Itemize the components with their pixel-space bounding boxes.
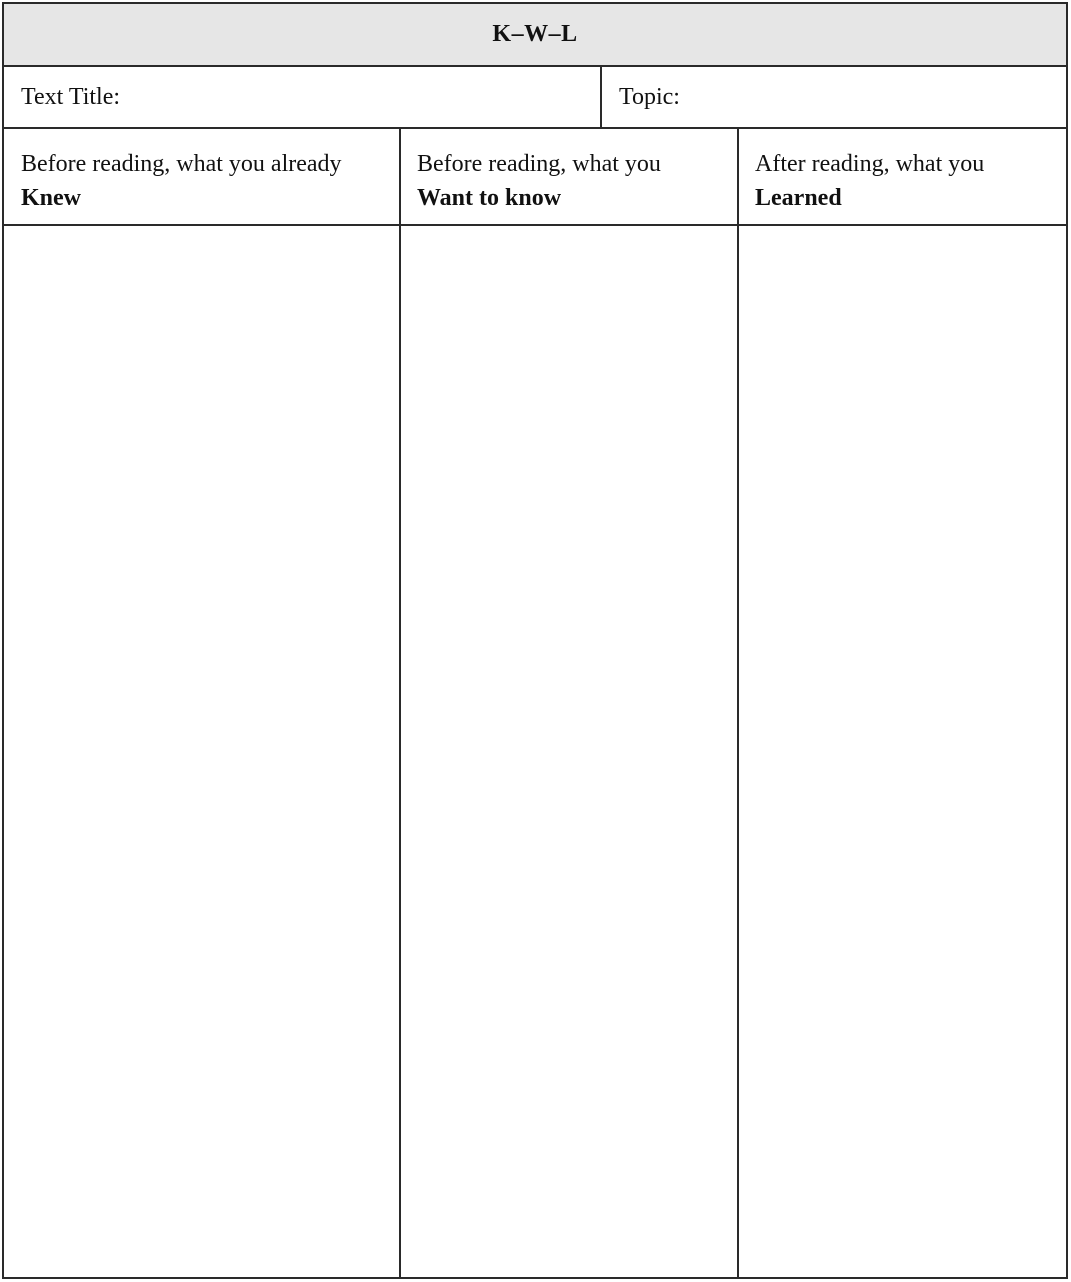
column-divider — [399, 129, 401, 1277]
column-header-lead: After reading, what you — [755, 151, 985, 177]
info-row — [4, 67, 1066, 129]
column-header-row — [4, 129, 1066, 226]
text-title-field[interactable] — [4, 67, 602, 127]
column-header-key: Want to know — [417, 185, 562, 211]
topic-field[interactable] — [602, 67, 1068, 127]
learned-writing-area[interactable] — [738, 226, 1068, 1277]
column-header-lead: Before reading, what you already — [21, 151, 342, 177]
text-title-label: Text Title: — [21, 84, 121, 110]
column-header-knew — [4, 129, 400, 224]
knew-writing-area[interactable] — [4, 226, 400, 1277]
column-header-key: Knew — [21, 185, 81, 211]
topic-label: Topic: — [619, 84, 680, 110]
column-body-row — [4, 226, 1066, 1277]
column-header-want-to-know — [400, 129, 738, 224]
column-header-learned — [738, 129, 1068, 224]
column-header-key: Learned — [755, 185, 842, 211]
kwl-chart — [2, 2, 1068, 1279]
want-to-know-writing-area[interactable] — [400, 226, 738, 1277]
column-divider — [737, 129, 739, 1277]
chart-title: K–W–L — [4, 4, 1066, 67]
column-header-lead: Before reading, what you — [417, 151, 661, 177]
